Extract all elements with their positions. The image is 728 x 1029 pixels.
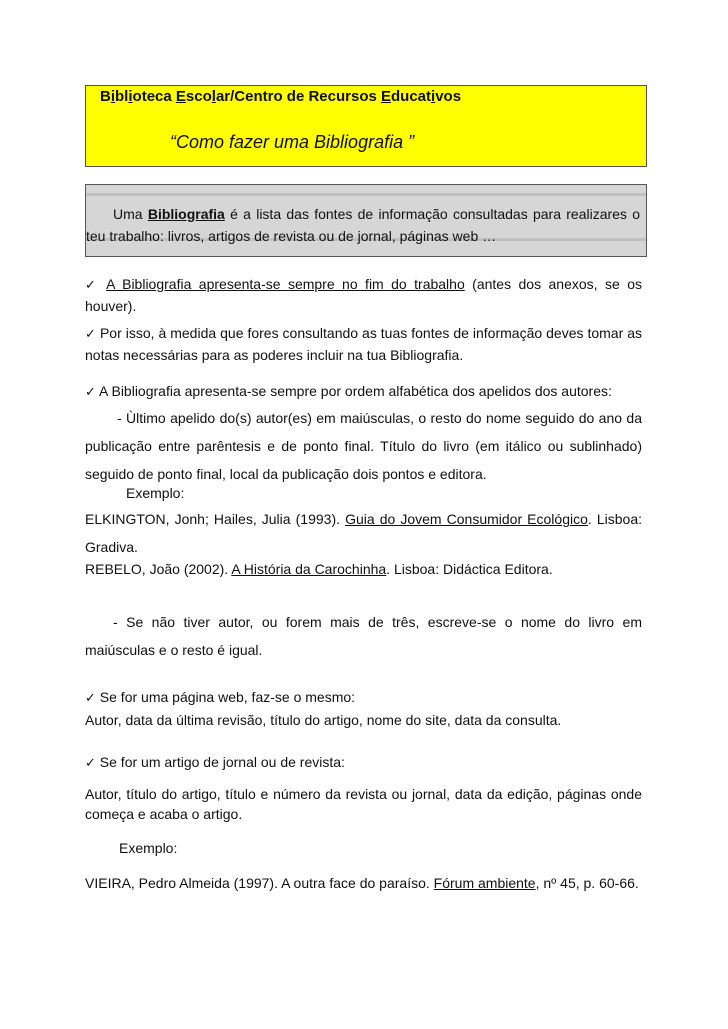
web-page-format: Autor, data da última revisão, título do artigo, nome do site, data da consulta. — [85, 712, 562, 728]
web-page-heading: ✓ Se for uma página web, faz-se o mesmo: — [85, 689, 356, 706]
example-label-2: Exemplo: — [119, 840, 178, 856]
example-citation-1: ELKINGTON, Jonh; Hailes, Julia (1993). Guia do Jovem Consumidor Ecológico. Lisboa: Gradiva. — [85, 511, 642, 555]
header-subtitle: “Como fazer uma Bibliografia ” — [170, 132, 415, 152]
example-citation-2: REBELO, João (2002). A História da Carochinha. Lisboa: Didáctica Editora. — [85, 561, 553, 577]
intro-band-top — [86, 193, 646, 196]
paragraph-5: - Se não tiver autor, ou forem mais de três, escreve-se o nome do livro em maiúsculas e o resto é igual. — [85, 614, 642, 658]
example-citation-3: VIEIRA, Pedro Almeida (1997). A outra face do paraíso. Fórum ambiente, nº 45, p. 60-66. — [85, 875, 639, 891]
paragraph-1: ✓ A Bibliografia apresenta-se sempre no fim do trabalho (antes dos anexos, se os houver). — [85, 276, 642, 314]
article-format: Autor, título do artigo, título e número da revista ou jornal, data da edição, páginas onde começa e acaba o artigo. — [85, 786, 642, 822]
intro-text: Uma Bibliografia é a lista das fontes de informação consultadas para realizares o teu trabalho: livros, artigos de revista ou de jornal, páginas web … — [86, 206, 640, 244]
example-label-1: Exemplo: — [126, 485, 185, 501]
check-icon: ✓ — [85, 385, 96, 400]
paragraph-3: ✓ A Bibliografia apresenta-se sempre por ordem alfabética dos apelidos dos autores: — [85, 383, 612, 400]
header-title: Biblioteca Escolar/Centro de Recursos Educativos — [100, 88, 462, 105]
header-box — [85, 85, 647, 167]
check-icon: ✓ — [85, 691, 96, 706]
check-icon: ✓ — [85, 327, 96, 342]
paragraph-4: - Ùltimo apelido do(s) autor(es) em maiúsculas, o resto do nome seguido do ano da publicação entre parêntesis e de ponto final. Título do livro (em itálico ou sublinhado) seguido de ponto final, local da publicação dois pontos e editora. — [85, 410, 642, 482]
check-icon: ✓ — [85, 756, 96, 771]
check-icon: ✓ — [85, 278, 100, 293]
intro-term: Bibliografia — [147, 206, 225, 222]
intro-box — [85, 184, 647, 257]
article-heading: ✓ Se for um artigo de jornal ou de revista: — [85, 754, 345, 771]
paragraph-2: ✓ Por isso, à medida que fores consultando as tuas fontes de informação deves tomar as notas necessárias para as poderes incluir na tua Bibliografia. — [85, 325, 642, 363]
